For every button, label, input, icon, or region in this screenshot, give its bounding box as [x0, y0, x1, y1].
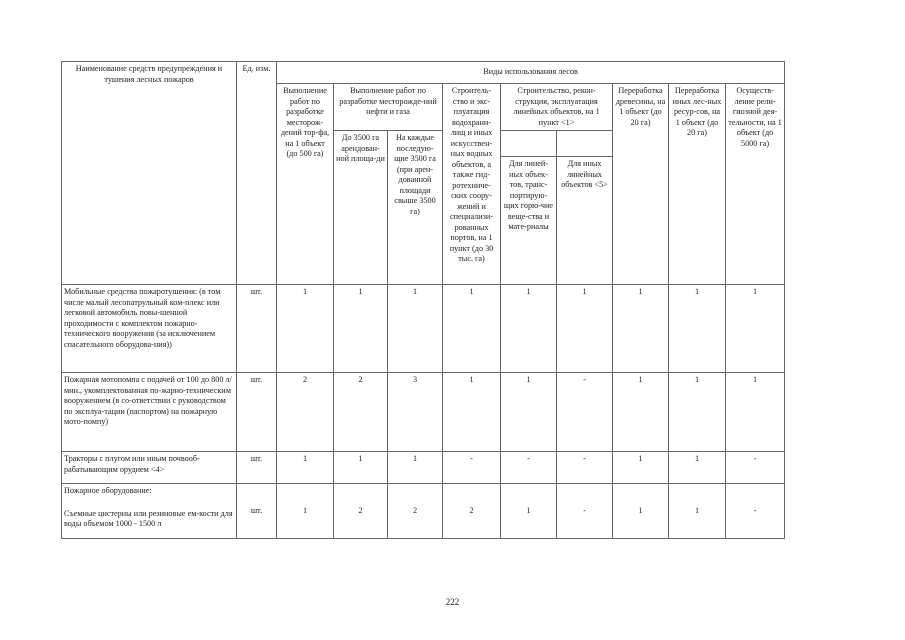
row-name: Тракторы с плугом или иным почвооб-рабатывающим орудием <4>: [62, 452, 237, 484]
row-subitem-name: Съемные цистерны или резиновые ем-кости для воды объемом 1000 - 1500 л: [64, 508, 233, 528]
cell-value: -: [557, 373, 613, 452]
cell-value: 1: [501, 285, 557, 373]
cell-value: -: [557, 484, 613, 539]
cell-value: 1: [388, 452, 443, 484]
row-name: [62, 484, 237, 539]
header-oil-gas-up-to-3500: До 3500 га арендован-ной площа-ди: [334, 131, 388, 285]
header-name-column: Наименование средств предупреждения и тушения лесных пожаров: [62, 62, 237, 285]
cell-value: -: [501, 452, 557, 484]
header-wood-processing: Переработка древесины, на 1 объект (до 20 га): [613, 84, 669, 285]
cell-value: -: [726, 484, 785, 539]
table-row: [62, 373, 785, 452]
cell-value: 1: [277, 452, 334, 484]
cell-value: -: [726, 452, 785, 484]
table-row: [62, 285, 785, 373]
header-unit-column: Ед. изм.: [237, 62, 277, 285]
row-unit: шт.: [237, 452, 277, 484]
cell-value: 1: [613, 484, 669, 539]
cell-value: 1: [334, 285, 388, 373]
cell-value: 2: [443, 484, 501, 539]
header-oil-gas: Выполнение работ по разработке месторожде-ний нефти и газа: [334, 84, 443, 131]
cell-value: 3: [388, 373, 443, 452]
cell-value: 1: [501, 484, 557, 539]
cell-value: 1: [443, 373, 501, 452]
cell-value: 1: [501, 373, 557, 452]
header-peat: Выполнение работ по разработке месторож-дений тор-фа, на 1 объект (до 500 га): [277, 84, 334, 285]
table-row: [62, 452, 785, 484]
cell-value: 1: [613, 285, 669, 373]
row-unit: шт.: [237, 484, 277, 539]
table-row: [62, 484, 785, 539]
row-name: Пожарная мотопомпа с подачей от 100 до 800 л/мин., укомплектованная по-жарно-техническим вооружением (в со-ответствии с руководством по эксплуа-тации (паспортом) на пожарную мото-помпу): [62, 373, 237, 452]
cell-value: 2: [277, 373, 334, 452]
cell-value: 1: [277, 285, 334, 373]
cell-value: 1: [613, 452, 669, 484]
cell-value: 1: [669, 373, 726, 452]
header-forest-use-types: Виды использования лесов: [277, 62, 785, 84]
cell-value: 1: [277, 484, 334, 539]
header-other-resources: Переработка иных лес-ных ресур-сов, на 1 объект (до 20 га): [669, 84, 726, 285]
cell-value: 1: [557, 285, 613, 373]
cell-value: 1: [669, 285, 726, 373]
cell-value: 1: [726, 285, 785, 373]
cell-value: 1: [388, 285, 443, 373]
cell-value: 2: [334, 484, 388, 539]
cell-value: -: [443, 452, 501, 484]
cell-value: 2: [334, 373, 388, 452]
cell-value: 1: [334, 452, 388, 484]
cell-value: 1: [443, 285, 501, 373]
cell-value: -: [557, 452, 613, 484]
cell-value: 2: [388, 484, 443, 539]
header-linear-objects: Строительство, рекон-струкция, эксплуатация линейных объектов, на 1 пункт <1>: [501, 84, 613, 131]
row-unit: шт.: [237, 373, 277, 452]
cell-value: 1: [669, 484, 726, 539]
header-oil-gas-each-3500: На каждые последую-щие 3500 га (при арен-дованной площади свыше 3500 га): [388, 131, 443, 285]
header-religious: Осуществ-ление рели-гиозной дея-тельности, на 1 объект (до 5000 га): [726, 84, 785, 285]
header-linear-other: Для иных линейных объектов <5>: [557, 157, 613, 285]
row-unit: шт.: [237, 285, 277, 373]
cell-value: 1: [726, 373, 785, 452]
header-linear-flammable: Для линей-ных объек-тов, транс-портирую-щих горю-чие веще-ства и мате-риалы: [501, 157, 557, 285]
header-reservoirs: Строитель-ство и экс-плуатация водохрани-лищ и иных искусствен-ных водных объектов, а также гид-ротехниче-ских соору-жений и специализи-рованных портов, на 1 пункт (до 30 тыс. га): [443, 84, 501, 285]
row-group-title: Пожарное оборудование:: [64, 486, 152, 495]
row-name: Мобильные средства пожаротушения: (в том числе малый лесопатрульный ком-плекс или легковой автомобиль повы-шенной проходимости с комплектом пожарно-технического вооружения (за исключением спасательного оборудова-ния)): [62, 285, 237, 373]
fire-equipment-table: [61, 61, 785, 539]
cell-value: 1: [613, 373, 669, 452]
page-number: 222: [445, 597, 460, 607]
cell-value: 1: [669, 452, 726, 484]
